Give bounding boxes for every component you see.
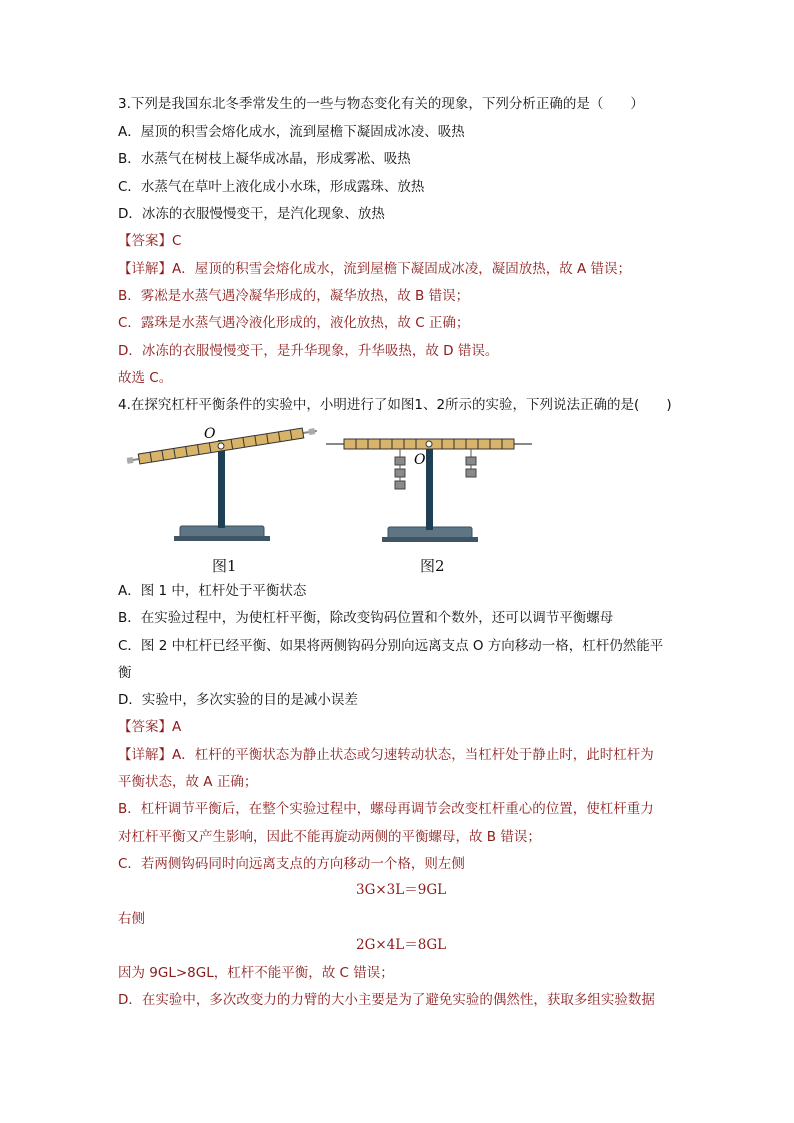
explain-text: A．屋顶的积雪会熔化成水，流到屋檐下凝固成冰凌，凝固放热，故 A 错误； (172, 261, 632, 277)
answer-value: A (172, 719, 182, 735)
q3-option-a: A．屋顶的积雪会熔化成水，流到屋檐下凝固成冰凌、吸热 (118, 124, 465, 140)
q3-option-b: B．水蒸气在树枝上凝华成冰晶，形成雾凇、吸热 (118, 151, 411, 167)
q4-explain-d: D．在实验中，多次改变力的力臂的大小主要是为了避免实验的偶然性，获取多组实验数据 (118, 992, 655, 1008)
q3-conclusion: 故选 C。 (118, 370, 173, 386)
q4-explain-c: C．若两侧钩码同时向远离支点的方向移动一个格，则左侧 (118, 856, 465, 872)
q4-explain-b: B．杠杆调节平衡后，在整个实验过程中，螺母再调节会改变杠杆重心的位置，使杠杆重力 (118, 801, 654, 817)
q3-answer (118, 231, 181, 251)
q4-stem: 4.在探究杠杆平衡条件的实验中，小明进行了如图1、2所示的实验，下列说法正确的是( ) (118, 397, 672, 413)
q3-explain-c: C．露珠是水蒸气遇冷液化形成的，液化放热，故 C 正确； (118, 315, 470, 331)
q4-explain-b-cont: 对杠杆平衡又产生影响，因此不能再旋动两侧的平衡螺母，故 B 错误； (118, 829, 541, 845)
q4-option-b: B．在实验过程中，为使杠杆平衡，除改变钩码位置和个数外，还可以调节平衡螺母 (118, 610, 614, 626)
equation-left: 3G×3L＝9GL (356, 882, 447, 898)
answer-tag: 【答案】 (118, 719, 172, 735)
equation-right: 2G×4L＝8GL (356, 937, 447, 953)
q4-because: 因为 9GL>8GL，杠杆不能平衡，故 C 错误； (118, 965, 394, 981)
figure-1-lever-tilted (118, 418, 328, 553)
q3-explain-a (118, 259, 631, 279)
fig2-pivot-label: O (414, 452, 426, 468)
answer-value: C (172, 233, 182, 249)
figure-1-caption: 图1 (212, 557, 237, 575)
q3-stem: 3.下列是我国东北冬季常发生的一些与物态变化有关的现象，下列分析正确的是（ ） (118, 96, 644, 112)
figure-2-caption: 图2 (420, 557, 445, 575)
q3-option-d: D．冰冻的衣服慢慢变干，是汽化现象、放热 (118, 206, 385, 222)
q4-option-d: D．实验中，多次实验的目的是减小误差 (118, 692, 358, 708)
right-side-label: 右侧 (118, 911, 145, 927)
explain-text: A．杠杆的平衡状态为静止状态或匀速转动状态，当杠杆处于静止时，此时杠杆为 (172, 747, 654, 763)
figure-2-lever-level (326, 424, 536, 554)
q3-explain-b: B．雾凇是水蒸气遇冷凝华形成的，凝华放热，故 B 错误； (118, 288, 470, 304)
explain-tag: 【详解】 (118, 747, 172, 763)
q4-option-a: A．图 1 中，杠杆处于平衡状态 (118, 583, 307, 599)
q3-option-c: C．水蒸气在草叶上液化成小水珠，形成露珠、放热 (118, 179, 425, 195)
q3-explain-d: D．冰冻的衣服慢慢变干，是升华现象，升华吸热，故 D 错误。 (118, 343, 499, 359)
answer-tag: 【答案】 (118, 233, 172, 249)
explain-tag: 【详解】 (118, 261, 172, 277)
q4-explain-a-cont: 平衡状态，故 A 正确； (118, 774, 258, 790)
fig1-pivot-label: O (204, 426, 216, 442)
q4-option-c-cont: 衡 (118, 665, 132, 681)
q4-option-c: C．图 2 中杠杆已经平衡、如果将两侧钩码分别向远离支点 O 方向移动一格，杠杆仍然能平 (118, 638, 664, 654)
q4-explain-a (118, 745, 654, 765)
q4-answer (118, 717, 181, 737)
